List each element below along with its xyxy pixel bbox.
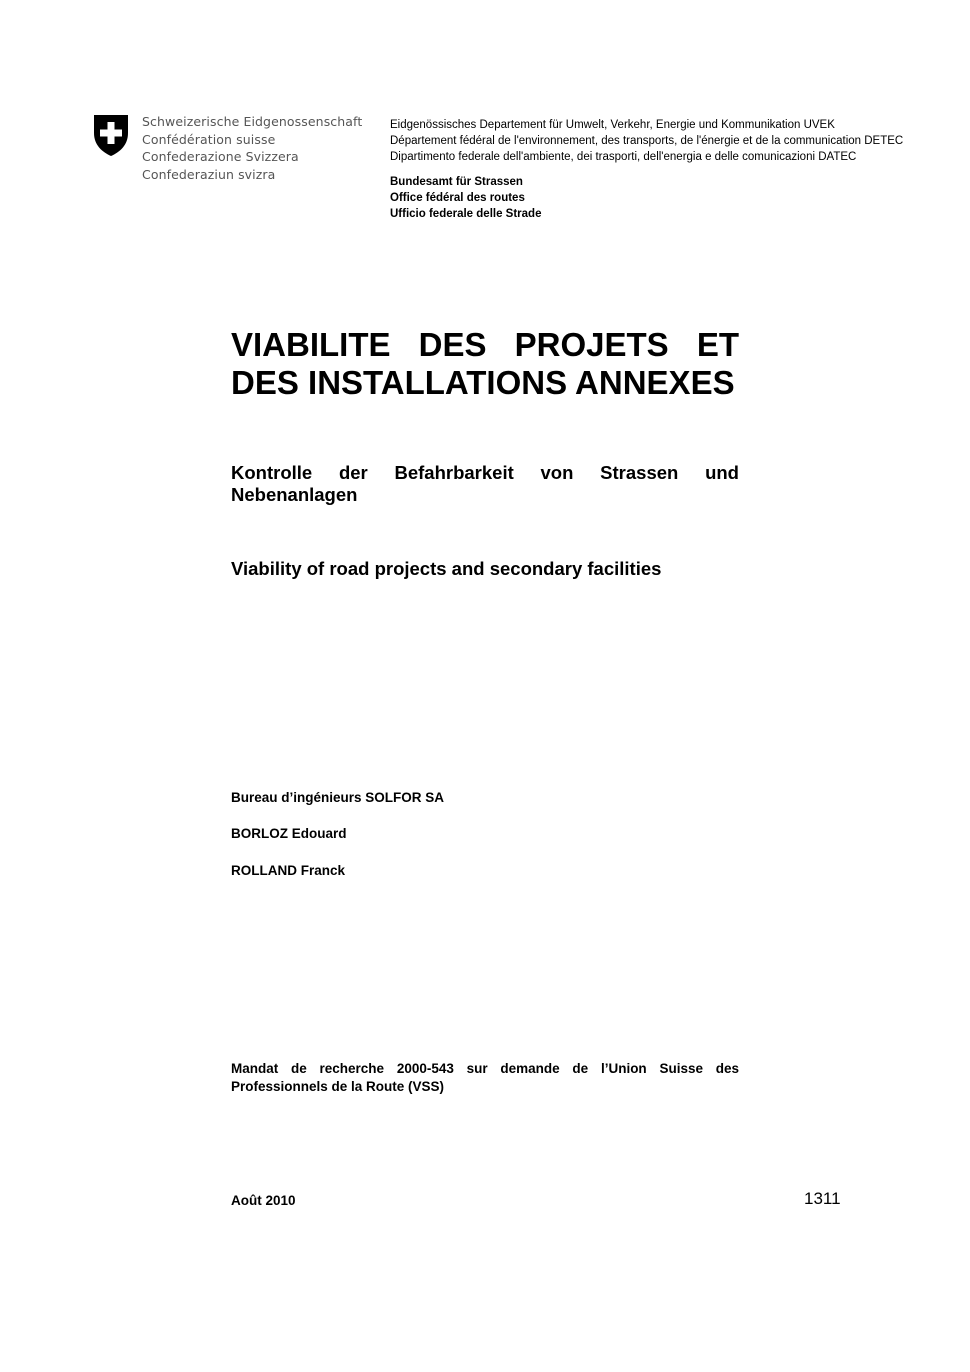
swiss-cross-shield-icon: [92, 113, 130, 157]
subtitle-german: Kontrolle der Befahrbarkeit von Strassen und Nebenanlagen: [231, 462, 739, 505]
federal-logo: [92, 113, 362, 183]
author-name: BORLOZ Edouard: [231, 826, 347, 841]
report-number: 1311: [804, 1189, 841, 1208]
office-name-de: Bundesamt für Strassen: [390, 176, 523, 188]
confederation-name-fr: Confédération suisse: [142, 131, 276, 147]
confederation-names: [142, 113, 362, 183]
department-names: [390, 117, 903, 165]
department-name-it: Dipartimento federale dell'ambiente, dei trasporti, dell'energia e delle comunicazioni DATEC: [390, 151, 857, 163]
report-title-line-2: DES INSTALLATIONS ANNEXES: [231, 364, 735, 401]
office-names: [390, 174, 541, 222]
report-title-line-1: VIABILITE DES PROJETS ET: [231, 326, 739, 363]
report-title: [231, 326, 739, 402]
department-name-de: Eidgenössisches Departement für Umwelt, Verkehr, Energie und Kommunikation UVEK: [390, 119, 835, 131]
research-mandate: Mandat de recherche 2000-543 sur demande de l’Union Suisse des Professionnels de la Route (VSS): [231, 1061, 739, 1094]
subtitle-english: Viability of road projects and secondary facilities: [231, 558, 662, 579]
confederation-name-it: Confederazione Svizzera: [142, 149, 299, 164]
confederation-name-de: Schweizerische Eidgenossenschaft: [142, 114, 363, 129]
confederation-name-rm: Confederaziun svizra: [142, 166, 276, 182]
office-name-it: Ufficio federale delle Strade: [390, 208, 542, 220]
publication-date: Août 2010: [231, 1193, 296, 1208]
office-name-fr: Office fédéral des routes: [390, 192, 525, 204]
department-name-fr: Département fédéral de l'environnement, des transports, de l'énergie et de la communication DETEC: [390, 135, 904, 147]
author-company: Bureau d’ingénieurs SOLFOR SA: [231, 790, 445, 805]
author-name: ROLLAND Franck: [231, 863, 346, 878]
